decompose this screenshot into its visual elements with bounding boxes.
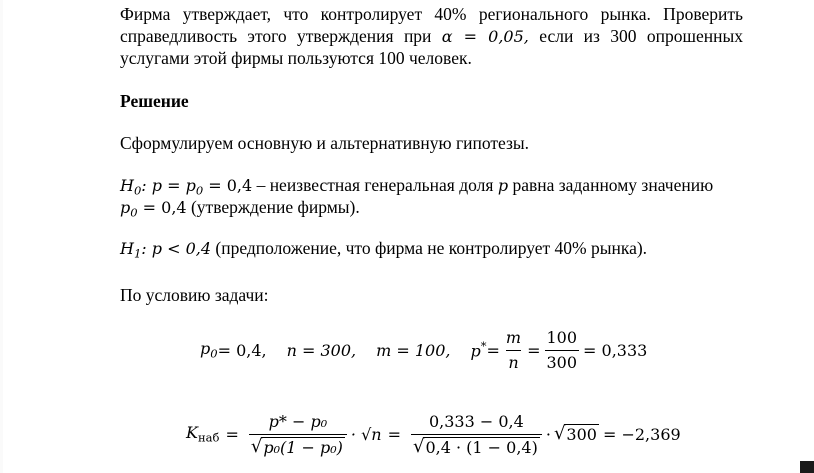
given-eq: = [486,340,500,360]
k-statistic-equation: $K_{наб}$ = p* − p₀ √ p₀(1 − p₀) · √n = 0,333 − 0,4 √ 0,4 · (1 − 0,4) · √ 300 = −2,369 [186,411,681,457]
given-p0: $p_0$ [200,339,218,361]
k-fraction-symbolic: p* − p₀ √ p₀(1 − p₀) [249,412,347,457]
condition-intro-text: По условию задачи: [120,285,269,305]
h0-value: = 0,4 [203,176,253,195]
problem-line-2 [120,25,743,48]
fraction-m-over-n: $\frac{m}{n}$ [505,327,522,372]
h1-text: (предположение, что фирма не контролирует 40% рынка). [211,238,648,258]
page-edge [0,0,3,473]
solution-heading-text: Решение [120,91,189,111]
alpha-expression: α = 0,05, [441,27,529,46]
problem-text-1: Фирма утверждает, что контролирует 40% регионального рынка. Проверить [120,4,743,24]
h0-p0: $p_0$ [120,198,138,220]
h0-label: $H_0$: $p = p_0$ [120,176,204,198]
problem-text-3: услугами этой фирмы пользуются 100 человек. [120,48,472,68]
hypotheses-intro-text: Сформулируем основную и альтернативную гипотезы. [120,133,530,153]
problem-line-3 [120,47,472,69]
h0-line2-text: (утверждение фирмы). [186,197,360,217]
solution-heading [120,90,189,112]
condition-intro [120,284,269,306]
hypotheses-intro [120,132,529,154]
given-m: m = 100, [376,340,451,360]
problem-text-2a: справедливость этого утверждения при [120,26,442,46]
h0-text-2: равна заданному значению [508,175,714,195]
h0-line-2 [120,196,360,224]
h1-line [120,237,647,265]
k-fraction-numeric: 0,333 − 0,4 √ 0,4 · (1 − 0,4) [411,412,542,457]
given-pstar: p* [470,339,487,361]
k-sqrt-n: · √n [350,424,382,444]
h0-p0-value: = 0,4 [137,198,187,217]
given-result: = 0,333 [583,340,648,360]
problem-text-2b: если из 300 опрошенных [528,26,744,46]
problem-line-1 [120,3,743,25]
h1-label: $H_1$: p < 0,4 [120,239,212,261]
h0-p: p [497,176,509,195]
h0-text: – неизвестная генеральная доля [252,175,498,195]
given-eq-2: = [527,340,541,360]
k-result: = −2,369 [602,424,681,444]
given-p0-value: = 0,4, [217,340,267,360]
given-n: n = 300, [286,340,357,360]
given-equation [200,322,647,378]
sqrt-300: √ 300 [553,423,597,444]
fraction-100-over-300: $\frac{100}{300}$ [546,327,578,372]
k-label: $K_{наб}$ [186,423,220,445]
corner-mark [800,461,814,473]
